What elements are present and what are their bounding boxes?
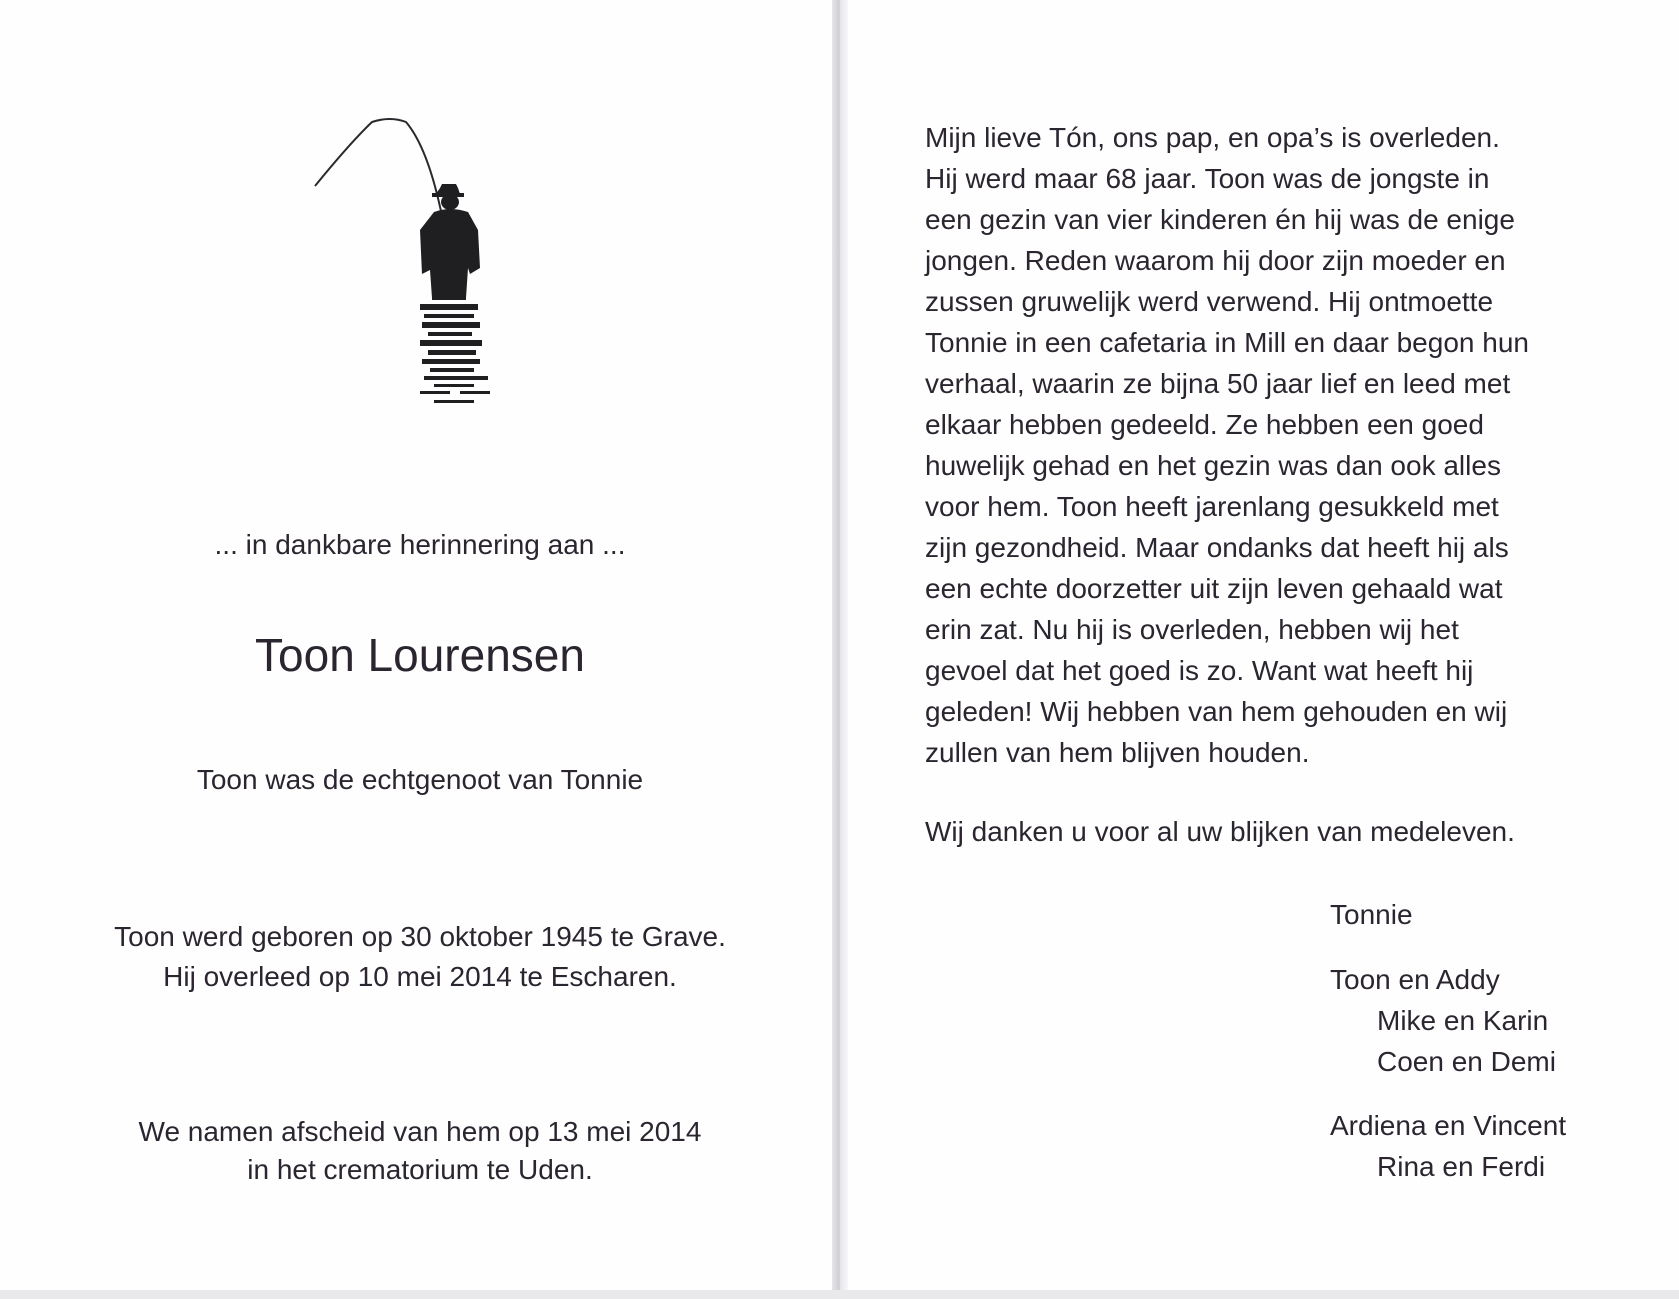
paragraph-line: zijn gezondheid. Maar ondanks dat heeft hij als	[925, 532, 1509, 563]
paragraph-line: Mijn lieve Tón, ons pap, en opa’s is overleden.	[925, 122, 1500, 153]
family-name-mike-karin: Mike en Karin	[1377, 1005, 1549, 1036]
family-name-ardiena-vincent: Ardiena en Vincent	[1330, 1110, 1567, 1141]
farewell-line-2: in het crematorium te Uden.	[247, 1154, 593, 1185]
deceased-name: Toon Lourensen	[255, 629, 585, 681]
paragraph-line: zullen van hem blijven houden.	[925, 737, 1310, 768]
paragraph-line: een echte doorzetter uit zijn leven gehaald wat	[925, 573, 1503, 604]
paragraph-line: verhaal, waarin ze bijna 50 jaar lief en leed met	[925, 368, 1511, 399]
family-name-toon-addy: Toon en Addy	[1330, 964, 1500, 995]
paragraph-line: voor hem. Toon heeft jarenlang gesukkeld met	[925, 491, 1499, 522]
paragraph-line: zussen gruwelijk werd verwend. Hij ontmoette	[925, 286, 1494, 317]
tribute-paragraph	[925, 117, 1645, 773]
thanks-line: Wij danken u voor al uw blijken van medeleven.	[925, 816, 1515, 847]
card-bottom-edge	[0, 1290, 1679, 1299]
birth-line: Toon werd geboren op 30 oktober 1945 te Grave.	[114, 921, 726, 952]
memory-line: ... in dankbare herinnering aan ...	[214, 529, 626, 560]
paragraph-line: huwelijk gehad en het gezin was dan ook alles	[925, 450, 1501, 481]
death-line: Hij overleed op 10 mei 2014 te Escharen.	[163, 961, 677, 992]
paragraph-line: geleden! Wij hebben van hem gehouden en wij	[925, 696, 1508, 727]
paragraph-line: jongen. Reden waarom hij door zijn moeder en	[925, 245, 1506, 276]
left-panel	[0, 0, 832, 1299]
family-name-rina-ferdi: Rina en Ferdi	[1377, 1151, 1546, 1182]
family-name-tonnie: Tonnie	[1330, 899, 1413, 930]
spouse-line: Toon was de echtgenoot van Tonnie	[196, 764, 644, 795]
card-fold	[832, 0, 848, 1299]
family-name-coen-demi: Coen en Demi	[1377, 1046, 1556, 1077]
paragraph-line: erin zat. Nu hij is overleden, hebben wij het	[925, 614, 1459, 645]
paragraph-line: een gezin van vier kinderen én hij was de enige	[925, 204, 1515, 235]
paragraph-line: elkaar hebben gedeeld. Ze hebben een goed	[925, 409, 1484, 440]
paragraph-line: Tonnie in een cafetaria in Mill en daar begon hun	[925, 327, 1529, 358]
fisherman-silhouette-icon	[310, 118, 530, 423]
paragraph-line: gevoel dat het goed is zo. Want wat heeft hij	[925, 655, 1474, 686]
paragraph-line: Hij werd maar 68 jaar. Toon was de jongste in	[925, 163, 1490, 194]
farewell-line-1: We namen afscheid van hem op 13 mei 2014	[138, 1116, 702, 1147]
